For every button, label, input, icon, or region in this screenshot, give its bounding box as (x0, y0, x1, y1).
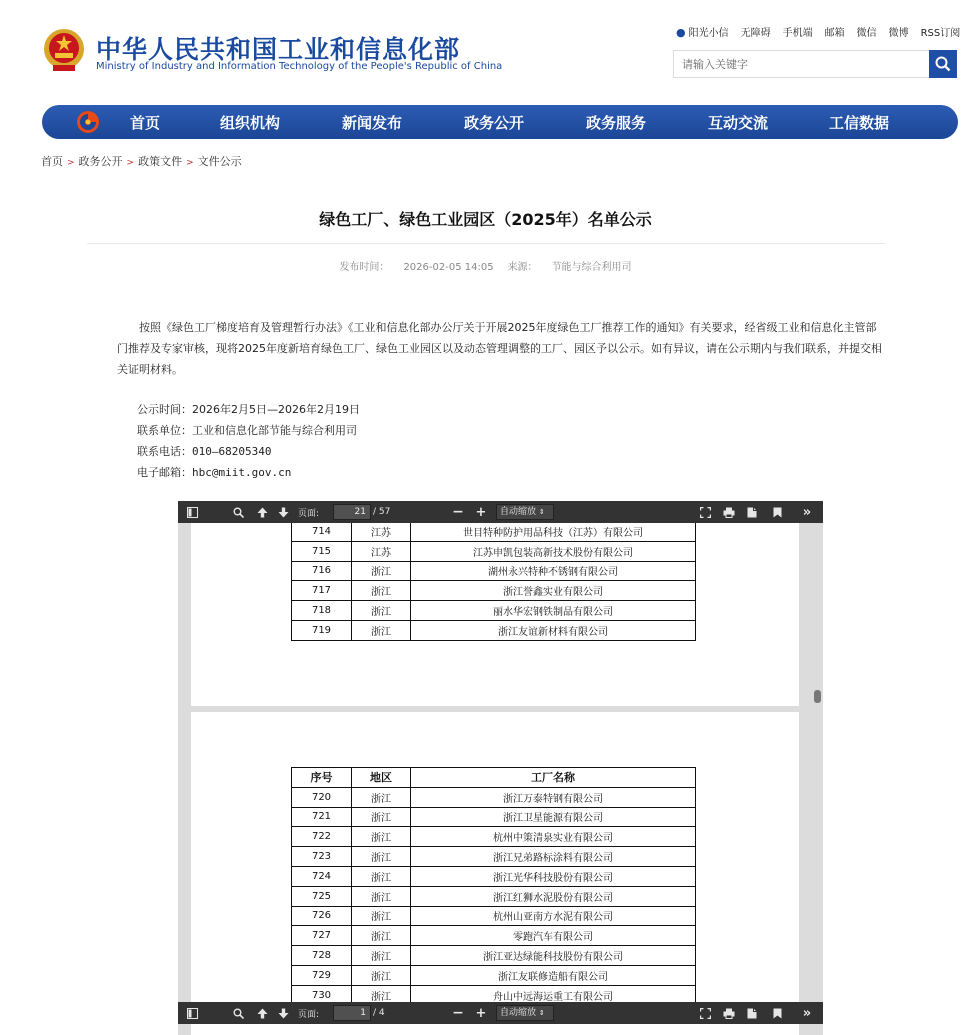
row-factory-name: 浙江兄弟路标涂料有限公司 (411, 847, 696, 867)
search-icon (233, 507, 244, 518)
download-button[interactable] (744, 501, 760, 523)
national-emblem-icon[interactable] (42, 27, 86, 73)
row-factory-name: 浙江卫星能源有限公司 (411, 807, 696, 827)
minus-icon: − (452, 1005, 464, 1021)
row-factory-name: 丽水华宏钢铁制品有限公司 (411, 601, 696, 621)
zoom-in-button[interactable] (474, 501, 488, 523)
row-region: 浙江 (352, 906, 411, 926)
page-number-input[interactable]: 21 (333, 504, 371, 520)
table-row (292, 523, 696, 541)
table-row (292, 926, 696, 946)
column-header-number: 序号 (292, 768, 352, 788)
search-icon (935, 56, 951, 72)
nav-item-home[interactable]: 首页 (130, 114, 161, 132)
row-number: 721 (292, 807, 352, 827)
minus-icon: − (452, 504, 464, 520)
page-total: / 4 (373, 1008, 385, 1018)
search-button[interactable] (929, 50, 957, 78)
table-row (292, 886, 696, 906)
fullscreen-icon (700, 507, 711, 518)
nav-item-interaction[interactable]: 互动交流 (708, 114, 769, 132)
row-number: 730 (292, 985, 352, 1002)
zoom-select[interactable]: 自动缩放 ⇕ (496, 1005, 554, 1021)
table-row (292, 620, 696, 640)
zoom-select[interactable]: 自动缩放 ⇕ (496, 504, 554, 520)
top-link-weibo[interactable]: 微博 (888, 28, 909, 39)
row-region: 浙江 (352, 886, 411, 906)
row-region: 浙江 (352, 807, 411, 827)
row-factory-name: 舟山中远海运重工有限公司 (411, 985, 696, 1002)
plus-icon: + (475, 504, 487, 520)
previous-page-button[interactable] (253, 501, 271, 523)
table-row (292, 541, 696, 561)
row-number: 725 (292, 886, 352, 906)
row-number: 728 (292, 946, 352, 966)
pdf-page (191, 1024, 799, 1035)
row-number: 729 (292, 965, 352, 985)
page-number-input[interactable]: 1 (333, 1005, 371, 1021)
top-link-accessibility[interactable]: 无障碍 (740, 28, 771, 39)
arrow-down-icon (278, 1008, 289, 1019)
chevron-updown-icon: ⇕ (538, 508, 545, 516)
page-title: 绿色工厂、绿色工业园区（2025年）名单公示 (319, 210, 652, 229)
scrollbar-thumb[interactable] (814, 690, 821, 703)
row-factory-name: 浙江红狮水泥股份有限公司 (411, 886, 696, 906)
table-row (292, 906, 696, 926)
row-number: 727 (292, 926, 352, 946)
row-number: 716 (292, 561, 352, 581)
document-icon (747, 1008, 757, 1019)
document-icon (747, 507, 757, 518)
table-row (292, 787, 696, 807)
row-region: 浙江 (352, 985, 411, 1002)
search-icon (233, 1008, 244, 1019)
table-row (292, 581, 696, 601)
tools-menu-button[interactable] (798, 501, 816, 523)
row-factory-name: 杭州中策清泉实业有限公司 (411, 827, 696, 847)
table-row (292, 965, 696, 985)
row-factory-name: 杭州山亚南方水泥有限公司 (411, 906, 696, 926)
row-region: 浙江 (352, 601, 411, 621)
location-pin-icon: ● (676, 26, 686, 39)
info-period: 公示时间：2026年2月5日—2026年2月19日 (137, 403, 360, 416)
table-row (292, 946, 696, 966)
row-region: 浙江 (352, 827, 411, 847)
breadcrumb-home[interactable]: 首页 (41, 155, 63, 168)
top-link-rss[interactable]: RSS订阅 (920, 28, 961, 39)
bookmark-icon (773, 507, 782, 518)
row-region: 浙江 (352, 581, 411, 601)
previous-page-button[interactable] (253, 1002, 271, 1024)
nav-item-data[interactable]: 工信数据 (829, 114, 890, 132)
row-region: 浙江 (352, 965, 411, 985)
presentation-mode-button[interactable] (697, 501, 713, 523)
zoom-out-button[interactable] (451, 501, 465, 523)
row-number: 715 (292, 541, 352, 561)
print-button[interactable] (720, 501, 738, 523)
chevron-right-icon: > (186, 158, 194, 168)
row-region: 浙江 (352, 787, 411, 807)
miit-logo-icon[interactable] (76, 110, 100, 134)
chevron-right-icon: > (126, 158, 135, 168)
article-paragraph: 按照《绿色工厂梯度培育及管理暂行办法》《工业和信息化部办公厅关于开展2025年度绿色工厂推荐工作的通知》有关要求，经省级工业和信息化主管部门推荐及专家审核，现将2025年度新培育绿色工厂、绿色工业园区以及动态管理调整的工厂、园区予以公示。如有异议，请在公示期内与我们联系，并提交相关证明材料。 (117, 321, 882, 376)
row-factory-name: 浙江亚达绿能科技股份有限公司 (411, 946, 696, 966)
search-input[interactable] (674, 51, 929, 77)
row-number: 717 (292, 581, 352, 601)
row-region: 浙江 (352, 866, 411, 886)
pdf-toolbar-top (178, 501, 823, 523)
factory-table-next (291, 767, 696, 1002)
top-link-mail[interactable]: 邮箱 (824, 28, 845, 39)
table-row (292, 866, 696, 886)
page-label: 页面: (298, 508, 320, 519)
double-chevron-right-icon: » (802, 1005, 812, 1021)
nav-item-gov-affairs[interactable]: 政务公开 (464, 114, 525, 132)
article-meta (0, 258, 971, 273)
plus-icon: + (475, 1005, 487, 1021)
bookmark-button[interactable] (769, 1002, 785, 1024)
presentation-mode-button[interactable] (697, 1002, 713, 1024)
info-email: 电子邮箱：hbc@miit.gov.cn (137, 466, 292, 479)
row-factory-name: 江苏申凯包装高新技术股份有限公司 (411, 541, 696, 561)
row-region: 江苏 (352, 541, 411, 561)
row-number: 724 (292, 866, 352, 886)
bookmark-icon (773, 1008, 782, 1019)
title-divider (87, 243, 885, 244)
sidebar-toggle-button[interactable] (183, 1002, 201, 1024)
source: 来源： 节能与综合利用司 (507, 262, 632, 273)
find-button[interactable] (229, 1002, 247, 1024)
zoom-in-button[interactable] (474, 1002, 488, 1024)
site-title-en[interactable]: Ministry of Industry and Information Technology of the People's Republic of China (96, 61, 503, 72)
row-number: 719 (292, 620, 352, 640)
table-header-row (292, 768, 696, 788)
sidebar-toggle-button[interactable] (183, 501, 201, 523)
row-factory-name: 浙江万泰特钢有限公司 (411, 787, 696, 807)
next-page-button[interactable] (274, 501, 292, 523)
row-region: 浙江 (352, 561, 411, 581)
arrow-up-icon (257, 507, 268, 518)
row-factory-name: 世目特种防护用品科技（江苏）有限公司 (411, 523, 696, 541)
fullscreen-icon (700, 1008, 711, 1019)
info-phone: 联系电话：010—68205340 (137, 445, 272, 458)
pdf-scrollbar[interactable] (812, 523, 823, 1003)
pdf-page (191, 523, 799, 706)
site-title-cn[interactable]: 中华人民共和国工业和信息化部 (96, 35, 461, 64)
page-total: / 57 (373, 507, 391, 517)
row-factory-name: 浙江光华科技股份有限公司 (411, 866, 696, 886)
row-factory-name: 浙江友谊新材料有限公司 (411, 620, 696, 640)
row-region: 浙江 (352, 620, 411, 640)
row-region: 浙江 (352, 946, 411, 966)
printer-icon (723, 1008, 735, 1019)
find-button[interactable] (229, 501, 247, 523)
table-row (292, 601, 696, 621)
tools-menu-button[interactable] (798, 1002, 816, 1024)
breadcrumb-notice[interactable]: 文件公示 (197, 155, 242, 168)
sidebar-icon (187, 507, 198, 518)
main-nav (42, 105, 958, 139)
pdf-toolbar-bottom (178, 1002, 823, 1024)
arrow-down-icon (278, 507, 289, 518)
row-factory-name: 零跑汽车有限公司 (411, 926, 696, 946)
breadcrumb-policy[interactable]: 政策文件 (138, 155, 183, 168)
pdf-viewer (178, 501, 823, 1035)
row-number: 718 (292, 601, 352, 621)
row-region: 浙江 (352, 926, 411, 946)
sidebar-icon (187, 1008, 198, 1019)
table-row (292, 807, 696, 827)
row-number: 714 (292, 523, 352, 541)
row-number: 722 (292, 827, 352, 847)
chevron-updown-icon: ⇕ (538, 1009, 545, 1017)
factory-table-top (291, 523, 696, 641)
row-number: 726 (292, 906, 352, 926)
chevron-right-icon: > (67, 158, 75, 168)
table-row (292, 847, 696, 867)
top-link-mobile[interactable]: 手机端 (782, 28, 813, 39)
bookmark-button[interactable] (769, 501, 785, 523)
column-header-factory: 工厂名称 (411, 768, 696, 788)
search-box (673, 50, 957, 78)
table-row (292, 561, 696, 581)
column-header-region: 地区 (352, 768, 411, 788)
print-button[interactable] (720, 1002, 738, 1024)
nav-item-organization[interactable]: 组织机构 (220, 114, 281, 132)
row-number: 720 (292, 787, 352, 807)
info-contact: 联系单位：工业和信息化部节能与综合利用司 (137, 424, 357, 437)
breadcrumb-gov-affairs[interactable]: 政务公开 (78, 155, 123, 168)
row-factory-name: 湖州永兴特种不锈钢有限公司 (411, 561, 696, 581)
pdf-page (191, 712, 799, 1002)
row-region: 江苏 (352, 523, 411, 541)
table-row (292, 985, 696, 1002)
page-label: 页面: (298, 1009, 320, 1020)
breadcrumb (41, 153, 242, 169)
top-link-sunshine[interactable]: ● 阳光小信 (676, 26, 729, 39)
top-link-wechat[interactable]: 微信 (856, 28, 877, 39)
arrow-up-icon (257, 1008, 268, 1019)
publish-time: 发布时间： 2026-02-05 14:05 (339, 262, 494, 273)
row-region: 浙江 (352, 847, 411, 867)
table-row (292, 827, 696, 847)
row-factory-name: 浙江誉鑫实业有限公司 (411, 581, 696, 601)
download-button[interactable] (744, 1002, 760, 1024)
nav-item-news[interactable]: 新闻发布 (342, 114, 403, 132)
zoom-out-button[interactable] (451, 1002, 465, 1024)
double-chevron-right-icon: » (802, 504, 812, 520)
nav-item-gov-services[interactable]: 政务服务 (586, 114, 647, 132)
next-page-button[interactable] (274, 1002, 292, 1024)
top-links (676, 24, 960, 39)
printer-icon (723, 507, 735, 518)
row-number: 723 (292, 847, 352, 867)
site-header (0, 0, 971, 100)
row-factory-name: 浙江友联修造船有限公司 (411, 965, 696, 985)
